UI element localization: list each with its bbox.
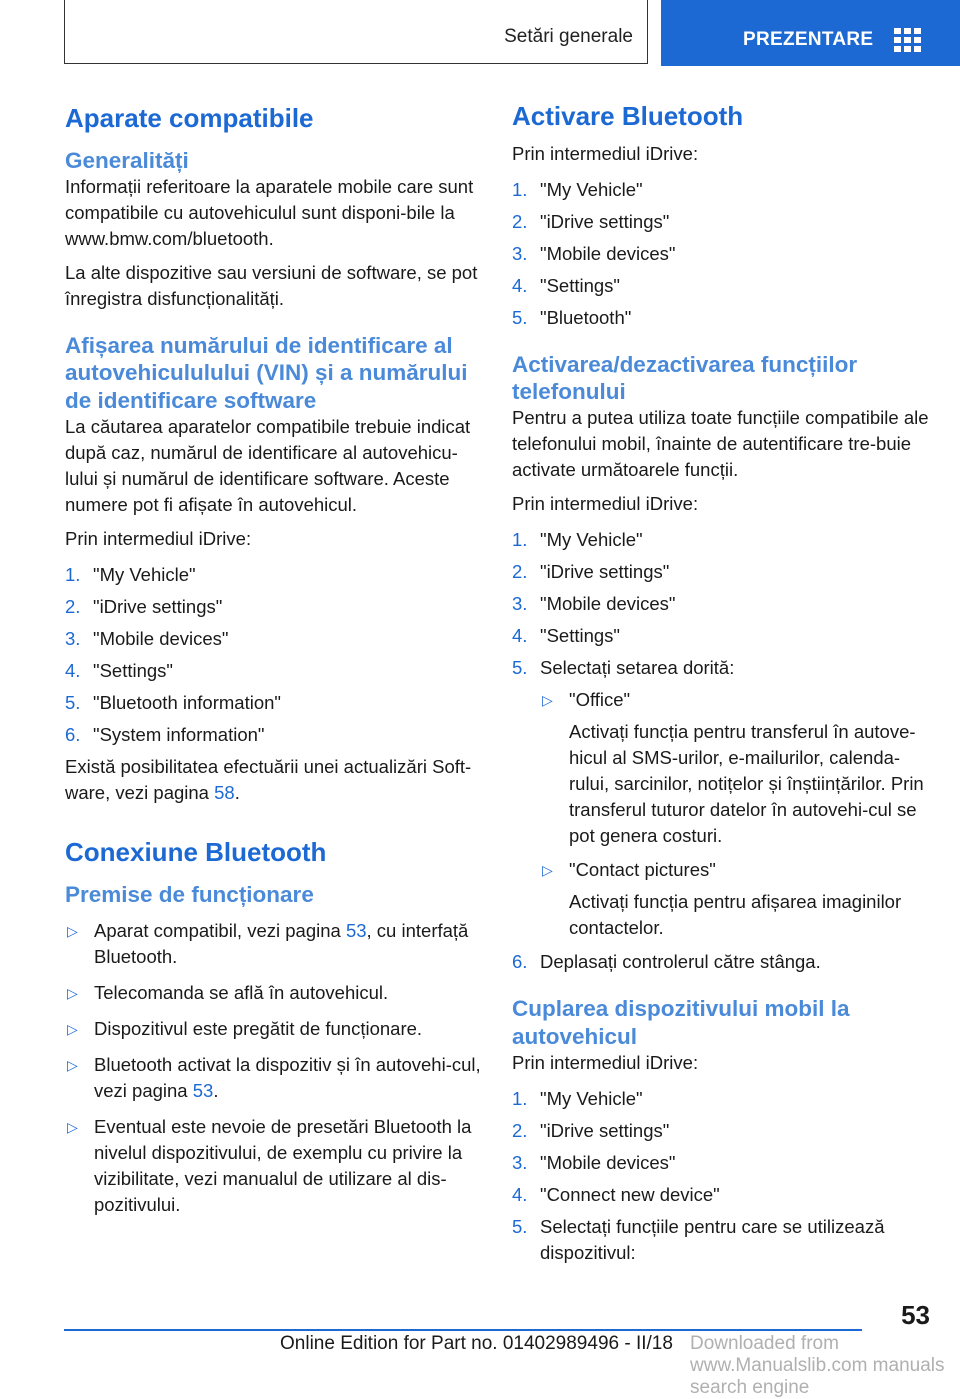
list-item: 3. "Mobile devices": [512, 242, 676, 264]
paragraph-pair: Prin intermediul iDrive:: [512, 1052, 699, 1074]
list-item: 5. Selectați funcțiile pentru care se utilizează dispozitivul:: [512, 1216, 885, 1264]
grid-icon: [894, 28, 922, 52]
paragraph-vin-1: La căutarea aparatelor compatibile trebuie indicat după caz, numărul de identificare al autovehicu‐lului și numărul de identificare software. Aceste numere pot fi afișate în autovehicul.: [65, 416, 471, 516]
paragraph-idrive: Prin intermediul iDrive:: [512, 142, 699, 164]
paragraph-update: Există posibilitatea efectuării unei actualizări Soft‐ware, vezi pagina 58.: [65, 756, 472, 804]
list-item: 2. "iDrive settings": [65, 596, 223, 618]
header-tab-label: PREZENTARE: [743, 29, 874, 50]
list-item: 5. Selectați setarea dorită: ▷ "Office" Activați funcția pentru transferul în autove‐hicul al SMS-urilor, e-mailurilor, calenda‐rului, sarcinilor, notițelor și înștiințărilor. Prin transferul tuturor datelor în autovehi‐cul se pot genera costuri. ▷ "Contact pictures" Activați funcția pentru afișarea imaginilor contactelor.: [512, 655, 932, 941]
heading-activate-bluetooth: Activare Bluetooth: [512, 101, 744, 131]
list-item: ▷ Aparat compatibil, vezi pagina 53, cu interfață Bluetooth.: [67, 920, 469, 968]
list-item: 3. "Mobile devices": [65, 628, 229, 650]
list-item: 6. "System information": [65, 724, 265, 746]
paragraph-vin-2: Prin intermediul iDrive:: [65, 528, 252, 550]
edition-note: Online Edition for Part no. 01402989496 - II/18: [280, 1333, 673, 1354]
list-item: 1. "My Vehicle": [512, 1088, 643, 1110]
steps-pair: [512, 1086, 932, 1266]
page-link-53[interactable]: 53: [192, 1080, 214, 1102]
triangle-bullet-icon: ▷: [542, 862, 553, 879]
paragraph-phone-1: Pentru a putea utiliza toate funcțiile compatibile ale telefonului mobil, înainte de autentificare tre‐buie activate următoarele funcții.: [512, 407, 929, 481]
header-section-box: [64, 0, 648, 64]
triangle-bullet-icon: ▷: [67, 1119, 78, 1136]
heading-prerequisites: Premise de funcționare: [65, 881, 314, 907]
page-header: [0, 0, 960, 66]
triangle-bullet-icon: ▷: [67, 1057, 78, 1074]
heading-compatible-devices: Aparate compatibile: [65, 103, 314, 133]
list-item: 4. "Connect new device": [512, 1184, 720, 1206]
list-item: ▷ Telecomanda se află în autovehicul.: [65, 980, 485, 1006]
heading-pair-device: Cuplarea dispozitivului mobil la autovehicul: [512, 996, 850, 1049]
settings-options-list: [540, 687, 932, 941]
heading-vin: Afișarea numărului de identificare al autovehicululului (VIN) și a numărului de identificare software: [65, 332, 468, 413]
right-column: [512, 100, 932, 1272]
triangle-bullet-icon: ▷: [67, 1021, 78, 1038]
footer-divider: [64, 1329, 862, 1331]
page-number: 53: [901, 1300, 930, 1330]
watermark: Downloaded from www.Manualslib.com manuals search engine: [690, 1333, 945, 1398]
list-item: 3. "Mobile devices": [512, 1152, 676, 1174]
steps-phone: [512, 527, 932, 975]
list-item: 4. "Settings": [512, 625, 620, 647]
header-section-title: Setări generale: [504, 26, 633, 47]
header-overview-tab[interactable]: [661, 0, 960, 66]
paragraph-general-2: La alte dispozitive sau versiuni de software, se pot înregistra disfuncționalități.: [65, 261, 478, 309]
list-item: 2. "iDrive settings": [512, 210, 670, 232]
heading-phone-functions: Activarea/dezactivarea funcțiilor telefonului: [512, 351, 858, 404]
page-link-53[interactable]: 53: [345, 920, 367, 942]
list-item: ▷ Dispozitivul este pregătit de funcționare.: [65, 1016, 485, 1042]
heading-bluetooth-connection: Conexiune Bluetooth: [65, 837, 327, 868]
paragraph-phone-2: Prin intermediul iDrive:: [512, 493, 699, 515]
list-item: 2. "iDrive settings": [512, 561, 670, 583]
list-item: 1. "My Vehicle": [512, 529, 643, 551]
steps-vin: [65, 562, 485, 748]
steps-bluetooth: [512, 177, 932, 331]
list-item: ▷ "Office" Activați funcția pentru transferul în autove‐hicul al SMS-urilor, e-mailurilor, calenda‐rului, sarcinilor, notițelor și înștiințărilor. Prin transferul tuturor datelor în autovehi‐cul se pot genera costuri.: [542, 689, 924, 847]
paragraph-general-1: Informații referitoare la aparatele mobile care sunt compatibile cu autovehiculul sunt disponi‐bile la www.bmw.com/bluetooth.: [65, 175, 474, 249]
triangle-bullet-icon: ▷: [67, 985, 78, 1002]
left-column: [65, 100, 485, 1228]
list-item: 5. "Bluetooth": [512, 306, 632, 328]
list-item: ▷ "Contact pictures" Activați funcția pentru afișarea imaginilor contactelor.: [542, 859, 902, 939]
list-item: 6. Deplasați controlerul către stânga.: [512, 951, 821, 973]
list-item: 4. "Settings": [65, 660, 173, 682]
heading-general: Generalități: [65, 147, 189, 173]
list-item: ▷ Bluetooth activat la dispozitiv și în autovehi‐cul, vezi pagina 53.: [67, 1054, 481, 1102]
list-item: 1. "My Vehicle": [512, 178, 643, 200]
list-item: 5. "Bluetooth information": [65, 692, 281, 714]
list-item: 1. "My Vehicle": [65, 564, 196, 586]
list-item: ▷ Eventual este nevoie de presetări Bluetooth la nivelul dispozitivului, de exemplu cu privire la vizibilitate, vezi manualul de utilizare al dis‐pozitivului.: [67, 1116, 472, 1216]
list-item: 4. "Settings": [512, 274, 620, 296]
prerequisites-list: [65, 918, 485, 1218]
list-item: 3. "Mobile devices": [512, 593, 676, 615]
page-link-58[interactable]: 58: [214, 782, 235, 804]
triangle-bullet-icon: ▷: [67, 923, 78, 940]
triangle-bullet-icon: ▷: [542, 692, 553, 709]
list-item: 2. "iDrive settings": [512, 1120, 670, 1142]
